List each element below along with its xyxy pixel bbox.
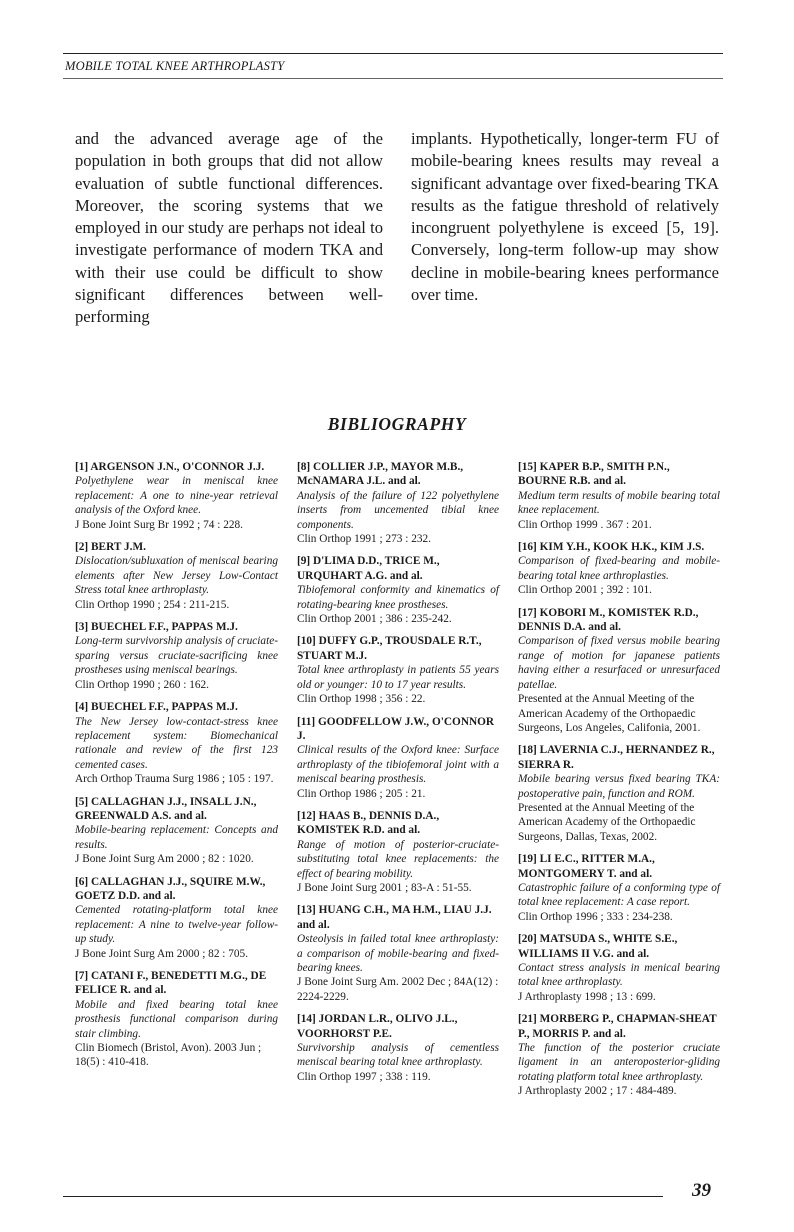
reference-title: Polyethylene wear in meniscal knee replacement: A one to nine-year retrieval analysis of the Oxford knee. xyxy=(75,475,278,517)
reference-title: Analysis of the failure of 122 polyethylene inserts from uncemented tibial knee components. xyxy=(297,489,499,531)
reference-entry xyxy=(518,1012,720,1098)
reference-title: Total knee arthroplasty in patients 55 years old or younger: 10 to 17 year results. xyxy=(297,664,499,691)
reference-source: J Bone Joint Surg Am 2000 ; 82 : 1020. xyxy=(75,853,254,866)
reference-title: Survivorship analysis of cementless meniscal bearing total knee arthroplasty. xyxy=(297,1042,499,1069)
reference-title: Contact stress analysis in menical bearing total knee arthroplasty. xyxy=(518,962,720,989)
header-top-rule xyxy=(63,53,723,54)
reference-entry xyxy=(297,809,499,895)
reference-entry xyxy=(297,460,499,546)
reference-authors: [7] CATANI F., BENEDETTI M.G., DE FELICE R. and al. xyxy=(75,970,267,997)
reference-entry xyxy=(518,932,720,1004)
reference-entry xyxy=(297,903,499,1004)
reference-source: Clin Orthop 2001 ; 386 : 235-242. xyxy=(297,613,452,626)
reference-source: J Bone Joint Surg Br 1992 ; 74 : 228. xyxy=(75,518,244,531)
reference-entry xyxy=(75,620,278,692)
footer-rule xyxy=(63,1196,663,1197)
reference-authors: [5] CALLAGHAN J.J., INSALL J.N., GREENWALD A.S. and al. xyxy=(75,795,257,822)
reference-source: Clin Biomech (Bristol, Avon). 2003 Jun ; 18(5) : 410-418. xyxy=(75,1042,262,1069)
reference-authors: [12] HAAS B., DENNIS D.A., KOMISTEK R.D. and al. xyxy=(297,809,440,837)
reference-source: J Bone Joint Surg Am. 2002 Dec ; 84A(12) : 2224-2229. xyxy=(297,976,499,1003)
reference-title: Comparison of fixed-bearing and mobile-bearing total knee arthroplasties. xyxy=(518,555,720,582)
reference-entry xyxy=(518,743,720,844)
reference-authors: [10] DUFFY G.P., TROUSDALE R.T., STUART M.J. xyxy=(297,635,482,662)
reference-entry xyxy=(297,554,499,626)
reference-entry xyxy=(297,715,499,801)
reference-title: Osteolysis in failed total knee arthroplasty: a comparison of mobile-bearing and fixed-bearing knees. xyxy=(297,933,499,974)
reference-source: Arch Orthop Trauma Surg 1986 ; 105 : 197. xyxy=(75,773,274,786)
reference-entry xyxy=(75,700,278,786)
header-bottom-rule xyxy=(63,78,723,79)
reference-source: Clin Orthop 1999 . 367 : 201. xyxy=(518,518,652,531)
reference-title: Tibiofemoral conformity and kinematics of rotating-bearing knee prostheses. xyxy=(297,584,499,611)
reference-authors: [9] D'LIMA D.D., TRICE M., URQUHART A.G. and al. xyxy=(297,555,440,582)
reference-authors: [15] KAPER B.P., SMITH P.N., BOURNE R.B. and al. xyxy=(518,461,670,488)
reference-source: J Bone Joint Surg Am 2000 ; 82 : 705. xyxy=(75,947,249,960)
reference-entry xyxy=(518,852,720,924)
reference-title: The function of the posterior cruciate ligament in an anteroposterior-gliding rotating platform total knee arthroplasty. xyxy=(518,1042,720,1083)
reference-authors: [17] KOBORI M., KOMISTEK R.D., DENNIS D.A. and al. xyxy=(518,606,699,634)
reference-title: Mobile-bearing replacement: Concepts and results. xyxy=(75,824,278,851)
reference-title: The New Jersey low-contact-stress knee replacement system: Biomechanical rationale and review of the first 123 cemented cases. xyxy=(75,715,278,771)
reference-entry xyxy=(75,795,278,867)
reference-title: Catastrophic failure of a conforming type of total knee replacement: A case report. xyxy=(518,881,720,909)
bibliography-heading: BIBLIOGRAPHY xyxy=(327,414,467,434)
reference-title: Mobile bearing versus fixed bearing TKA: postoperative pain, function and ROM. xyxy=(518,773,720,800)
reference-entry xyxy=(75,540,278,612)
reference-source: Clin Orthop 1996 ; 333 : 234-238. xyxy=(518,910,673,923)
reference-authors: [6] CALLAGHAN J.J., SQUIRE M.W., GOETZ D.D. and al. xyxy=(75,875,266,902)
reference-title: Cemented rotating-platform total knee replacement: A nine to twelve-year follow-up study. xyxy=(75,904,278,946)
reference-authors: [3] BUECHEL F.F., PAPPAS M.J. xyxy=(75,621,238,634)
reference-authors: [16] KIM Y.H., KOOK H.K., KIM J.S. xyxy=(518,541,705,554)
reference-entry xyxy=(75,875,278,961)
reference-authors: [19] LI E.C., RITTER M.A., MONTGOMERY T. and al. xyxy=(518,853,655,880)
reference-entry xyxy=(518,460,720,532)
reference-entry xyxy=(297,634,499,706)
bibliography-column-2 xyxy=(297,460,499,1092)
reference-entry xyxy=(75,460,278,532)
reference-source: Clin Orthop 1997 ; 338 : 119. xyxy=(297,1070,431,1083)
reference-authors: [14] JORDAN L.R., OLIVO J.L., VOORHORST P.E. xyxy=(297,1013,458,1040)
reference-title: Long-term survivorship analysis of cruciate-sparing versus cruciate-sacrificing knee prostheses using meniscal bearings. xyxy=(75,635,278,677)
reference-source: Clin Orthop 1986 ; 205 : 21. xyxy=(297,787,426,800)
reference-entry xyxy=(75,969,278,1070)
reference-authors: [8] COLLIER J.P., MAYOR M.B., McNAMARA J.L. and al. xyxy=(297,461,464,488)
reference-authors: [13] HUANG C.H., MA H.M., LIAU J.J. and al. xyxy=(297,904,492,931)
bibliography-column-3 xyxy=(518,460,720,1107)
reference-authors: [21] MORBERG P., CHAPMAN-SHEAT P., MORRIS P. and al. xyxy=(518,1013,717,1040)
reference-source: Presented at the Annual Meeting of the American Academy of the Orthopaedic Surgeons, Dallas, Texas, 2002. xyxy=(518,801,696,843)
reference-entry xyxy=(518,540,720,598)
reference-title: Medium term results of mobile bearing total knee replacement. xyxy=(518,489,720,517)
page-number: 39 xyxy=(692,1180,711,1201)
reference-authors: [18] LAVERNIA C.J., HERNANDEZ R., SIERRA R. xyxy=(518,744,715,771)
reference-authors: [1] ARGENSON J.N., O'CONNOR J.J. xyxy=(75,461,265,473)
reference-source: Presented at the Annual Meeting of the American Academy of the Orthopaedic Surgeons, Los Angeles, Califonia, 2001. xyxy=(518,693,701,734)
reference-title: Range of motion of posterior-cruciate-substituting total knee replacements: the effect of bearing mobility. xyxy=(297,838,499,880)
body-text-right-column: implants. Hypothetically, longer-term FU of mobile-bearing knees results may reveal a significant advantage over fixed-bearing TKA results as the fatigue threshold of relatively incongruent polyethylene is exceed [5, 19]. Conversely, long-term follow-up may show decline in mobile-bearing knees performance over time. xyxy=(411,129,719,305)
reference-source: J Bone Joint Surg 2001 ; 83-A : 51-55. xyxy=(297,881,472,894)
reference-entry xyxy=(518,606,720,736)
reference-entry xyxy=(297,1012,499,1084)
reference-source: Clin Orthop 1990 ; 260 : 162. xyxy=(75,678,209,691)
reference-title: Comparison of fixed versus mobile bearing range of motion for japanese patients having either a resurfaced or unresurfaced patellae. xyxy=(518,635,720,691)
reference-source: Clin Orthop 1991 ; 273 : 232. xyxy=(297,533,431,546)
reference-source: J Arthroplasty 1998 ; 13 : 699. xyxy=(518,990,656,1003)
bibliography-column-1 xyxy=(75,460,278,1078)
reference-authors: [20] MATSUDA S., WHITE S.E., WILLIAMS II V.G. and al. xyxy=(518,933,678,960)
reference-authors: [11] GOODFELLOW J.W., O'CONNOR J. xyxy=(297,715,495,742)
body-text-left-column: and the advanced average age of the population in both groups that did not allow evaluation of subtle functional differences. Moreover, the scoring systems that we employed in our study are perhaps not ideal to investigate performance of modern TKA and with their use could be difficult to show significant differences between well-performing xyxy=(75,129,383,327)
reference-source: Clin Orthop 2001 ; 392 : 101. xyxy=(518,584,652,597)
reference-title: Mobile and fixed bearing total knee prosthesis functional comparison during stair climbing. xyxy=(75,998,278,1040)
reference-authors: [4] BUECHEL F.F., PAPPAS M.J. xyxy=(75,701,238,714)
reference-source: Clin Orthop 1990 ; 254 : 211-215. xyxy=(75,598,230,611)
running-title: MOBILE TOTAL KNEE ARTHROPLASTY xyxy=(65,59,285,73)
reference-authors: [2] BERT J.M. xyxy=(75,541,146,554)
reference-source: Clin Orthop 1998 ; 356 : 22. xyxy=(297,693,426,706)
reference-source: J Arthroplasty 2002 ; 17 : 484-489. xyxy=(518,1085,677,1098)
reference-title: Dislocation/subluxation of meniscal bearing elements after New Jersey Low-Contact Stress total knee arthroplasty. xyxy=(75,555,278,597)
reference-title: Clinical results of the Oxford knee: Surface arthroplasty of the tibiofemoral joint with a meniscal bearing prosthesis. xyxy=(297,744,499,786)
